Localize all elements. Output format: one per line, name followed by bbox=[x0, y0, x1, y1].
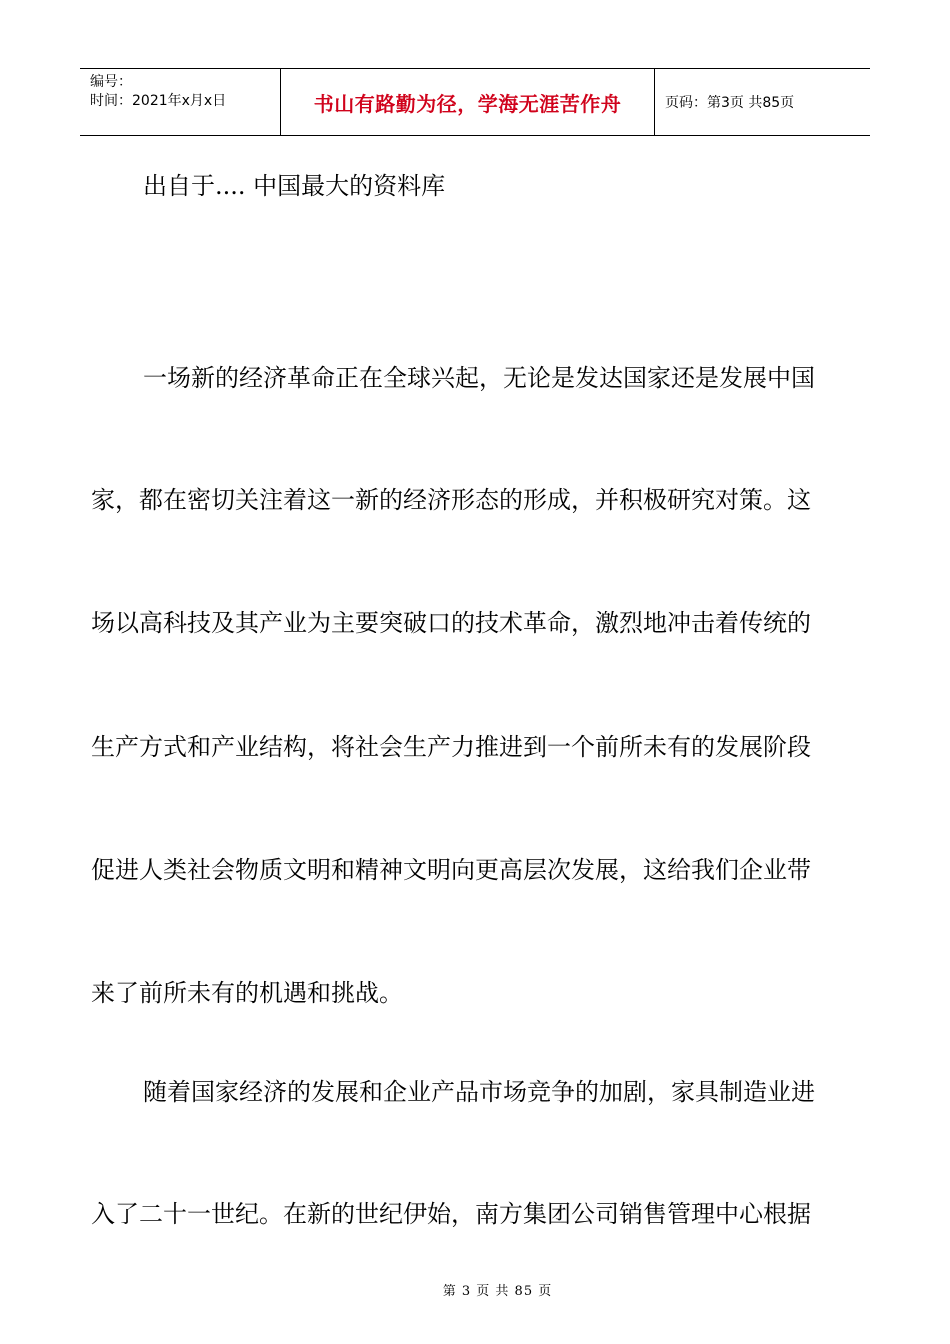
serial-number-label: 编号： bbox=[90, 74, 132, 90]
body-line: 一场新的经济革命正在全球兴起，无论是发达国家还是发展中国 bbox=[143, 364, 815, 392]
body-line: 生产方式和产业结构，将社会生产力推进到一个前所未有的发展阶段 bbox=[91, 733, 811, 761]
body-line: 来了前所未有的机遇和挑战。 bbox=[91, 979, 403, 1007]
header-meta-cell bbox=[80, 69, 281, 135]
body-line-source: 出自于.... 中国最大的资料库 bbox=[143, 172, 446, 200]
body-line: 促进人类社会物质文明和精神文明向更高层次发展，这给我们企业带 bbox=[91, 856, 811, 884]
document-header bbox=[80, 68, 870, 136]
body-line: 入了二十一世纪。在新的世纪伊始，南方集团公司销售管理中心根据 bbox=[91, 1200, 811, 1228]
header-page-info: 页码：第3页 共85页 bbox=[665, 95, 795, 111]
header-motto-cell bbox=[281, 69, 655, 135]
date-line: 时间：2021年x月x日 bbox=[90, 93, 227, 109]
page-footer: 第 3 页 共 85 页 bbox=[442, 1284, 553, 1299]
body-line: 场以高科技及其产业为主要突破口的技术革命，激烈地冲击着传统的 bbox=[91, 609, 811, 637]
header-motto: 书山有路勤为径，学海无涯苦作舟 bbox=[313, 91, 622, 116]
header-page-cell bbox=[655, 69, 870, 135]
body-line: 家，都在密切关注着这一新的经济形态的形成，并积极研究对策。这 bbox=[91, 486, 811, 514]
body-line: 随着国家经济的发展和企业产品市场竞争的加剧，家具制造业进 bbox=[143, 1078, 815, 1106]
